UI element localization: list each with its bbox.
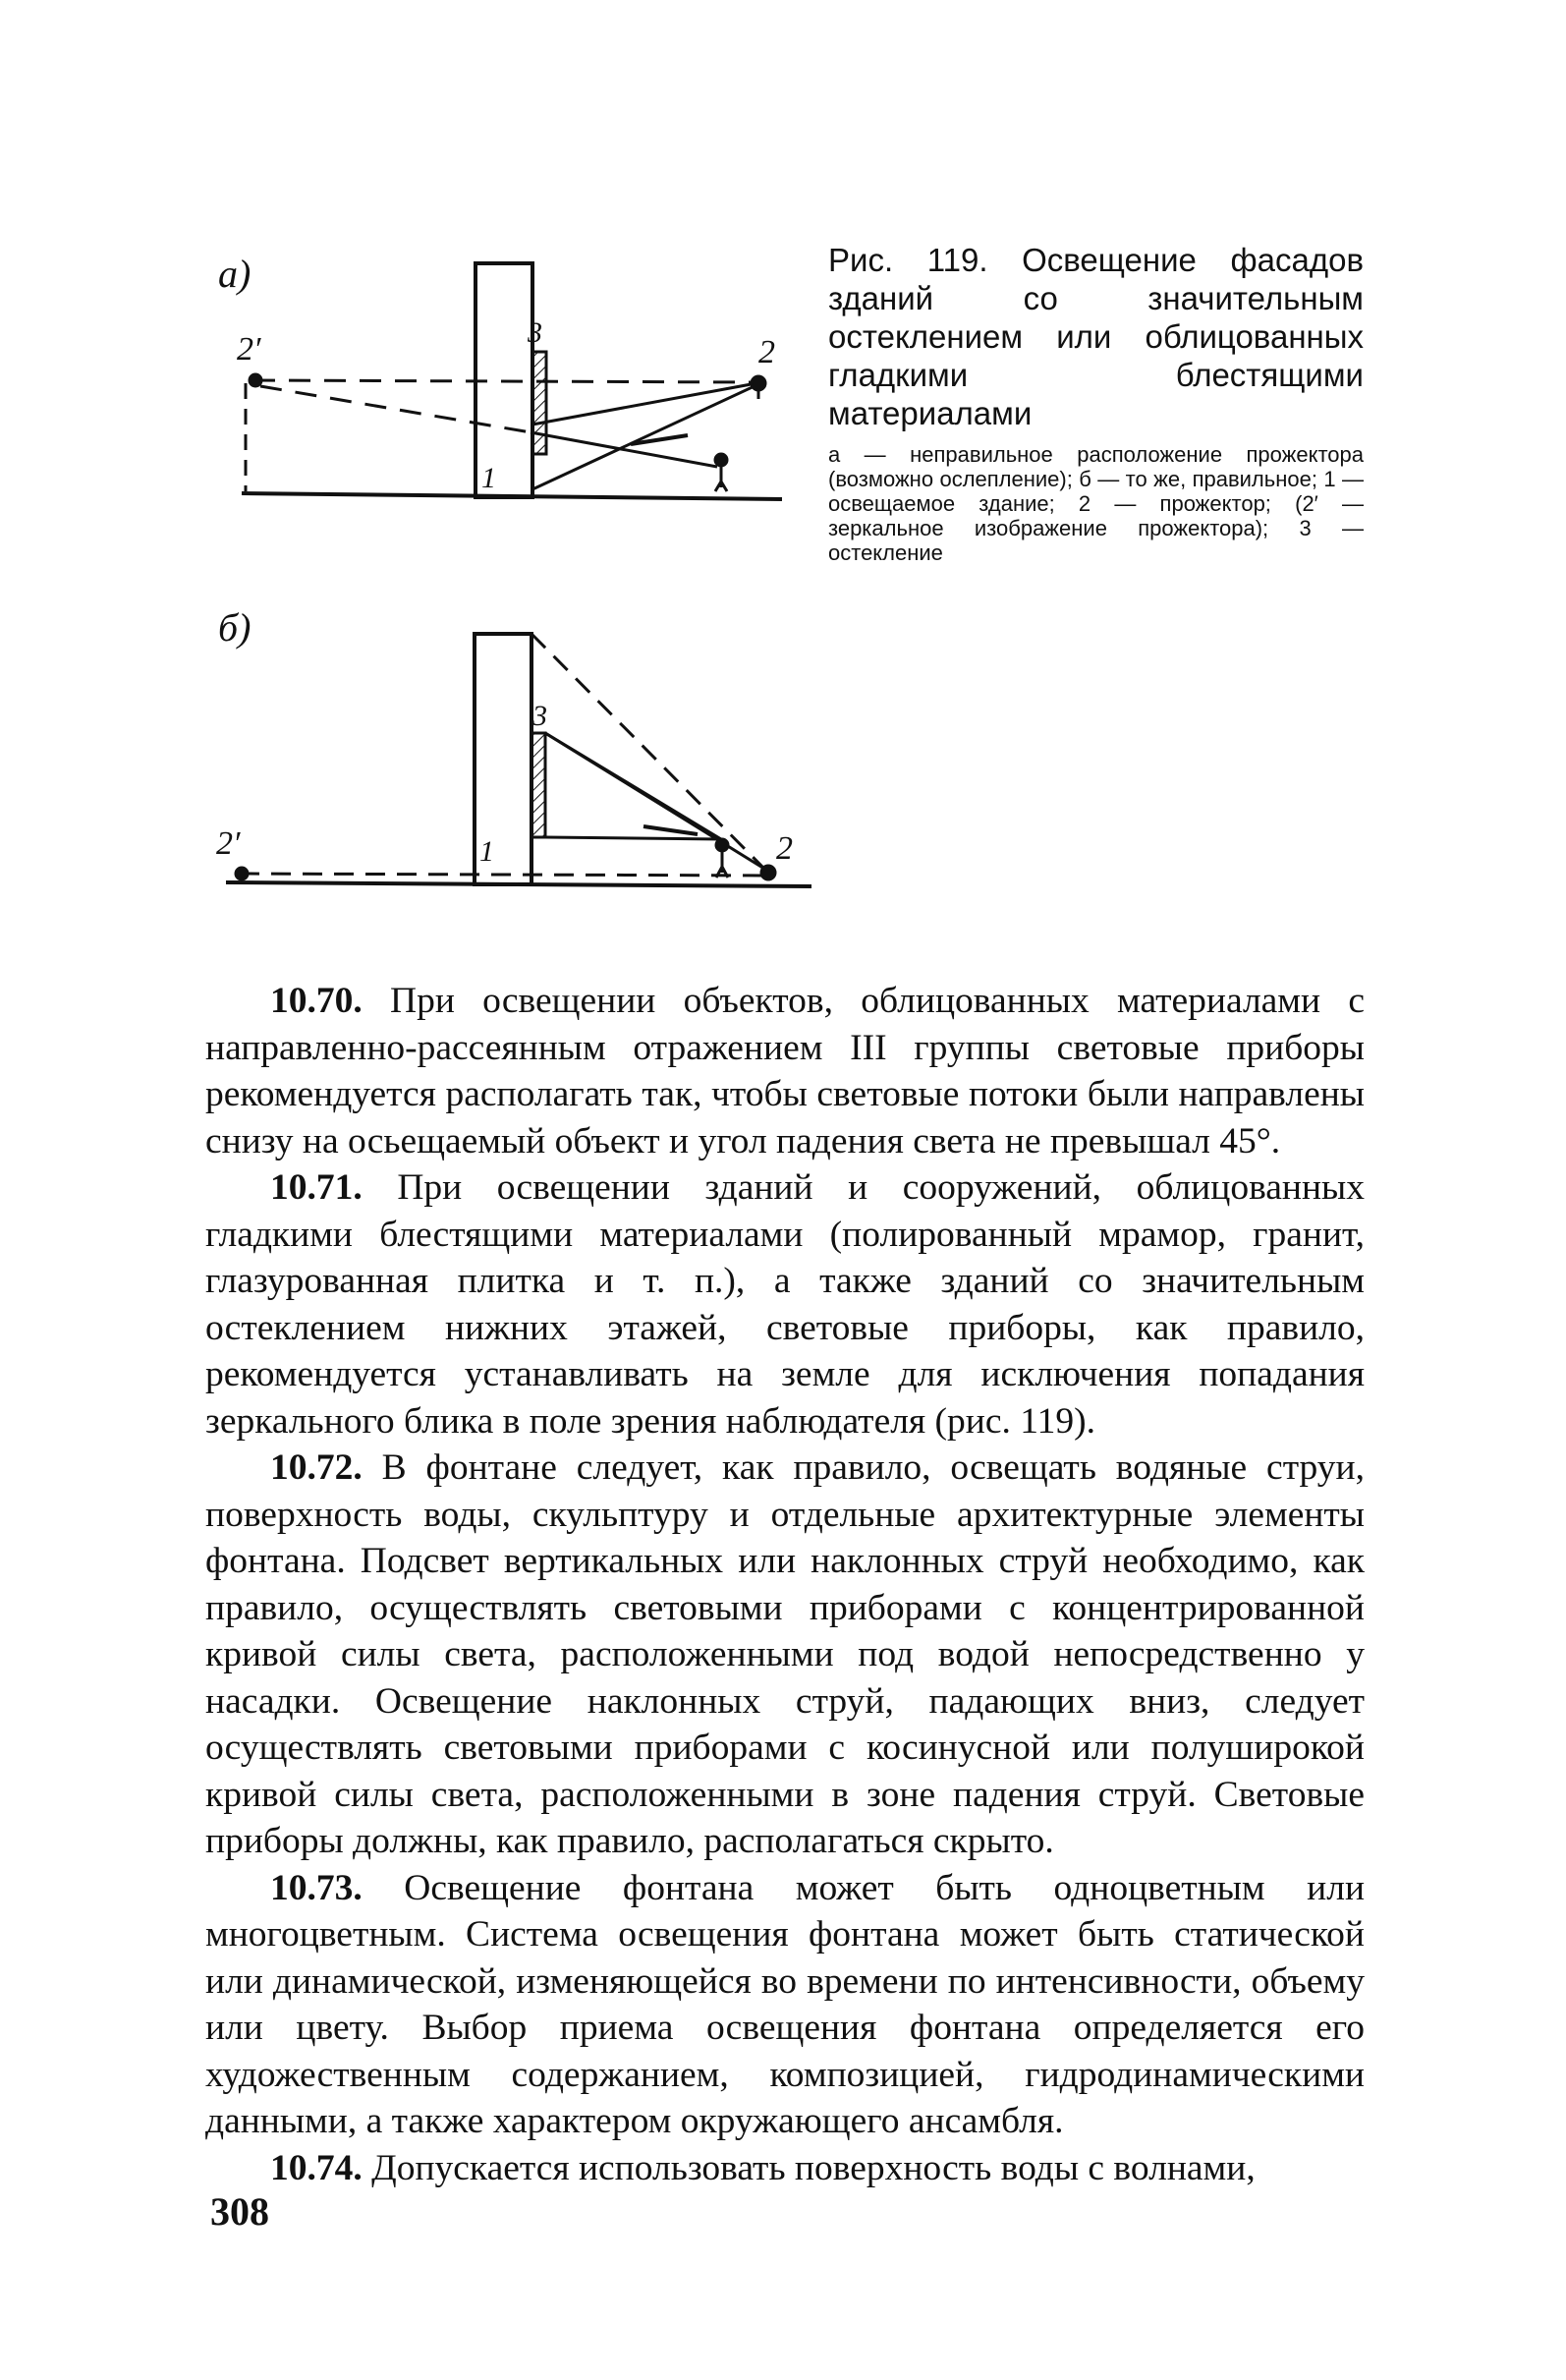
body-text [205,978,1365,2191]
observer-a [715,454,727,491]
paragraph-number: 10.74. [270,2147,363,2188]
paragraph-10-73 [205,1865,1365,2145]
mark-building-b: 1 [479,835,494,868]
diagram-b-label: б) [218,605,252,650]
paragraph-10-72 [205,1445,1365,1865]
paragraph-text: Освещение фонтана может быть одноцветным или многоцветным. Система освещения фонтана может быть статической или динамической, изменяющейся во времени по интенсивности, объему или цвету. Выбор приема освещения фонтана определяется его художественным содержанием, композицией, гидродинамическими данными, а также характером окружающего ансамбля. [205,1867,1366,2141]
diagram-a [242,263,782,499]
ground-line-b [226,882,811,886]
glazing-b [531,733,545,837]
projector-mirror-b [236,868,248,879]
paragraph-number: 10.73. [270,1867,363,1908]
mark-projector-a: 2 [758,334,775,370]
mark-projector-b: 2 [776,830,793,867]
paragraph-10-71 [205,1164,1365,1445]
page-number: 308 [210,2189,269,2234]
mark-mirror-projector-a: 2′ [237,331,261,368]
projector-mirror-a [250,374,261,386]
paragraph-text: Допускается использовать поверхность воды с волнами, [371,2147,1256,2188]
mark-building-a: 1 [481,462,496,494]
projector-b [761,866,775,879]
paragraph-10-74 [205,2145,1365,2192]
diagram-b [226,634,811,886]
paragraph-10-70 [205,978,1365,1164]
figure-caption-legend: а — неправильное расположение прожектора (возможно ослепление); б — то же, правильное; 1 — освещаемое здание; 2 — прожектор; (2′ — зеркальное изображение прожектора); 3 — остекление [828,442,1364,565]
diagram-a-label: а) [218,252,252,296]
paragraph-text: При освещении объектов, облицованных материалами с направленно-рассеянным отражением III группы световые приборы рекомендуется располагать так, чтобы световые потоки были направлены снизу на осьещаемый объект и угол падения света не превышал 45°. [205,981,1366,1162]
projector-a [752,376,765,390]
paragraph-number: 10.72. [270,1447,363,1488]
mark-glazing-a: 3 [528,316,542,349]
mark-glazing-b: 3 [532,700,547,732]
mark-mirror-projector-b: 2′ [216,825,241,862]
observer-b [716,839,728,878]
glazing-a [532,352,546,454]
paragraph-text: При освещении зданий и сооружений, облицованных гладкими блестящими материалами (полированный мрамор, гранит, глазурованная плитка и т. п.), а также зданий со значительным остеклением нижних этажей, световые приборы, как правило, рекомендуется устанавливать на земле для исключения попадания зеркального блика в поле зрения наблюдателя (рис. 119). [205,1167,1366,1442]
paragraph-number: 10.70. [270,981,363,1021]
paragraph-number: 10.71. [270,1167,363,1208]
paragraph-text: В фонтане следует, как правило, освещать водяные струи, поверхность воды, скульптуру и отдельные архитектурные элементы фонтана. Подсвет вертикальных или наклонных струй необходимо, как правило, осуществлять световыми приборами с концентрированной кривой силы света, расположенными под водой непосредственно у насадки. Освещение наклонных струй, падающих вниз, следует осуществлять световыми приборами с косинусной или полуширокой кривой силы света, расположенными в зоне падения струй. Световые приборы должны, как правило, располагаться скрыто. [205,1447,1365,1861]
figure-caption-title: Рис. 119. Освещение фасадов зданий со значительным остеклением или облицованных гладкими блестящими материалами [828,242,1364,431]
